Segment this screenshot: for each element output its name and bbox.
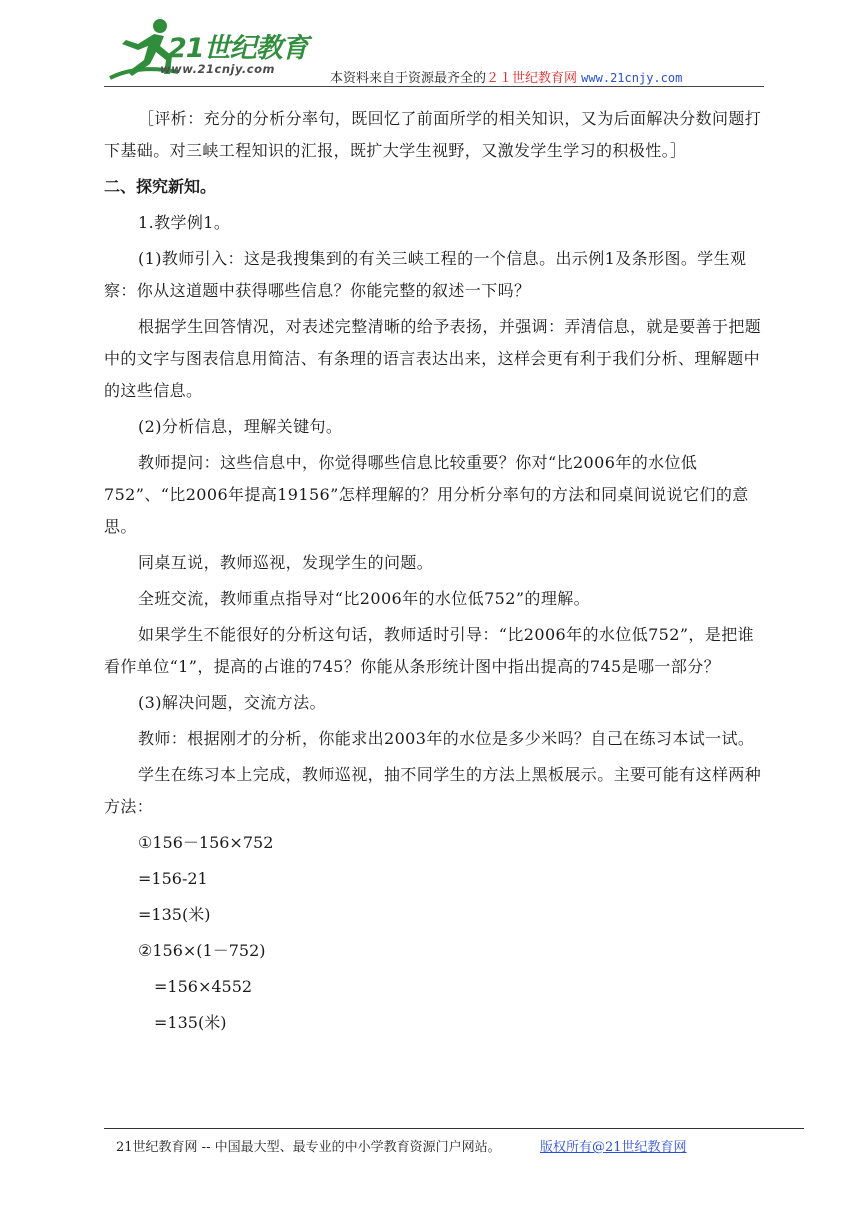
header-note xyxy=(330,67,682,86)
comment-paragraph: ［评析：充分的分析分率句，既回忆了前面所学的相关知识，又为后面解决分数问题打下基础。对三峡工程知识的汇报，既扩大学生视野，又激发学生学习的积极性。］ xyxy=(104,109,762,160)
equation-line: =135(米) xyxy=(138,905,211,924)
paragraph-step3: (3)解决问题，交流方法。 xyxy=(138,693,326,712)
site-logo[interactable] xyxy=(108,14,318,86)
paragraph-methods: 学生在练习本上完成，教师巡视，抽不同学生的方法上黑板展示。主要可能有这样两种方法： xyxy=(104,765,762,816)
header-divider xyxy=(104,86,764,87)
equation-line: =135(米) xyxy=(154,1013,227,1032)
section-heading: 二、探究新知。 xyxy=(104,177,217,196)
footer-text: 21世纪教育网 -- 中国最大型、最专业的中小学教育资源门户网站。 xyxy=(116,1140,501,1155)
equation-line: ②156×(1－752) xyxy=(138,941,266,960)
header-note-prefix: 本资料来自于资源最齐全的 xyxy=(330,71,487,86)
page-header xyxy=(0,0,860,90)
header-url-link[interactable]: www.21cnjy.com xyxy=(581,71,683,85)
equation-line: ①156－156×752 xyxy=(138,833,274,852)
paragraph-step2: (2)分析信息，理解关键句。 xyxy=(138,417,343,436)
footer-copyright-link[interactable]: 版权所有@21世纪教育网 xyxy=(540,1140,687,1155)
equation-line: =156×4552 xyxy=(154,977,253,996)
logo-url: www.21cnjy.com xyxy=(160,62,275,76)
paragraph-class-exchange: 全班交流，教师重点指导对“比2006年的水位低752”的理解。 xyxy=(138,589,591,608)
paragraph-guidance: 如果学生不能很好的分析这句话，教师适时引导：“比2006年的水位低752”，是把谁看作单位“1”，提高的占谁的745？你能从条形统计图中指出提高的745是哪一部分？ xyxy=(104,625,755,676)
paragraph-task: 教师：根据刚才的分析，你能求出2003年的水位是多少米吗？自己在练习本试一试。 xyxy=(138,729,755,748)
paragraph-intro: (1)教师引入：这是我搜集到的有关三峡工程的一个信息。出示例1及条形图。学生观察：你从这道题中获得哪些信息？你能完整的叙述一下吗？ xyxy=(104,249,747,300)
footer-divider xyxy=(104,1128,804,1129)
logo-text: 21世纪教育 xyxy=(168,33,308,64)
paragraph-praise: 根据学生回答情况，对表述完整清晰的给予表扬，并强调：弄清信息，就是要善于把题中的文字与图表信息用简洁、有条理的语言表达出来，这样会更有利于我们分析、理解题中的这些信息。 xyxy=(104,317,762,400)
example-heading: 1.教学例1。 xyxy=(138,213,231,232)
document-body xyxy=(104,103,764,1043)
paragraph-pair-talk: 同桌互说，教师巡视，发现学生的问题。 xyxy=(138,553,434,572)
equation-line: =156-21 xyxy=(138,869,208,888)
paragraph-question: 教师提问：这些信息中，你觉得哪些信息比较重要？你对“比2006年的水位低752”、“比2006年提高19156”怎样理解的？用分析分率句的方法和同桌间说说它们的意思。 xyxy=(104,453,749,536)
header-brand-link[interactable]: ２１世纪教育网 xyxy=(486,71,578,86)
